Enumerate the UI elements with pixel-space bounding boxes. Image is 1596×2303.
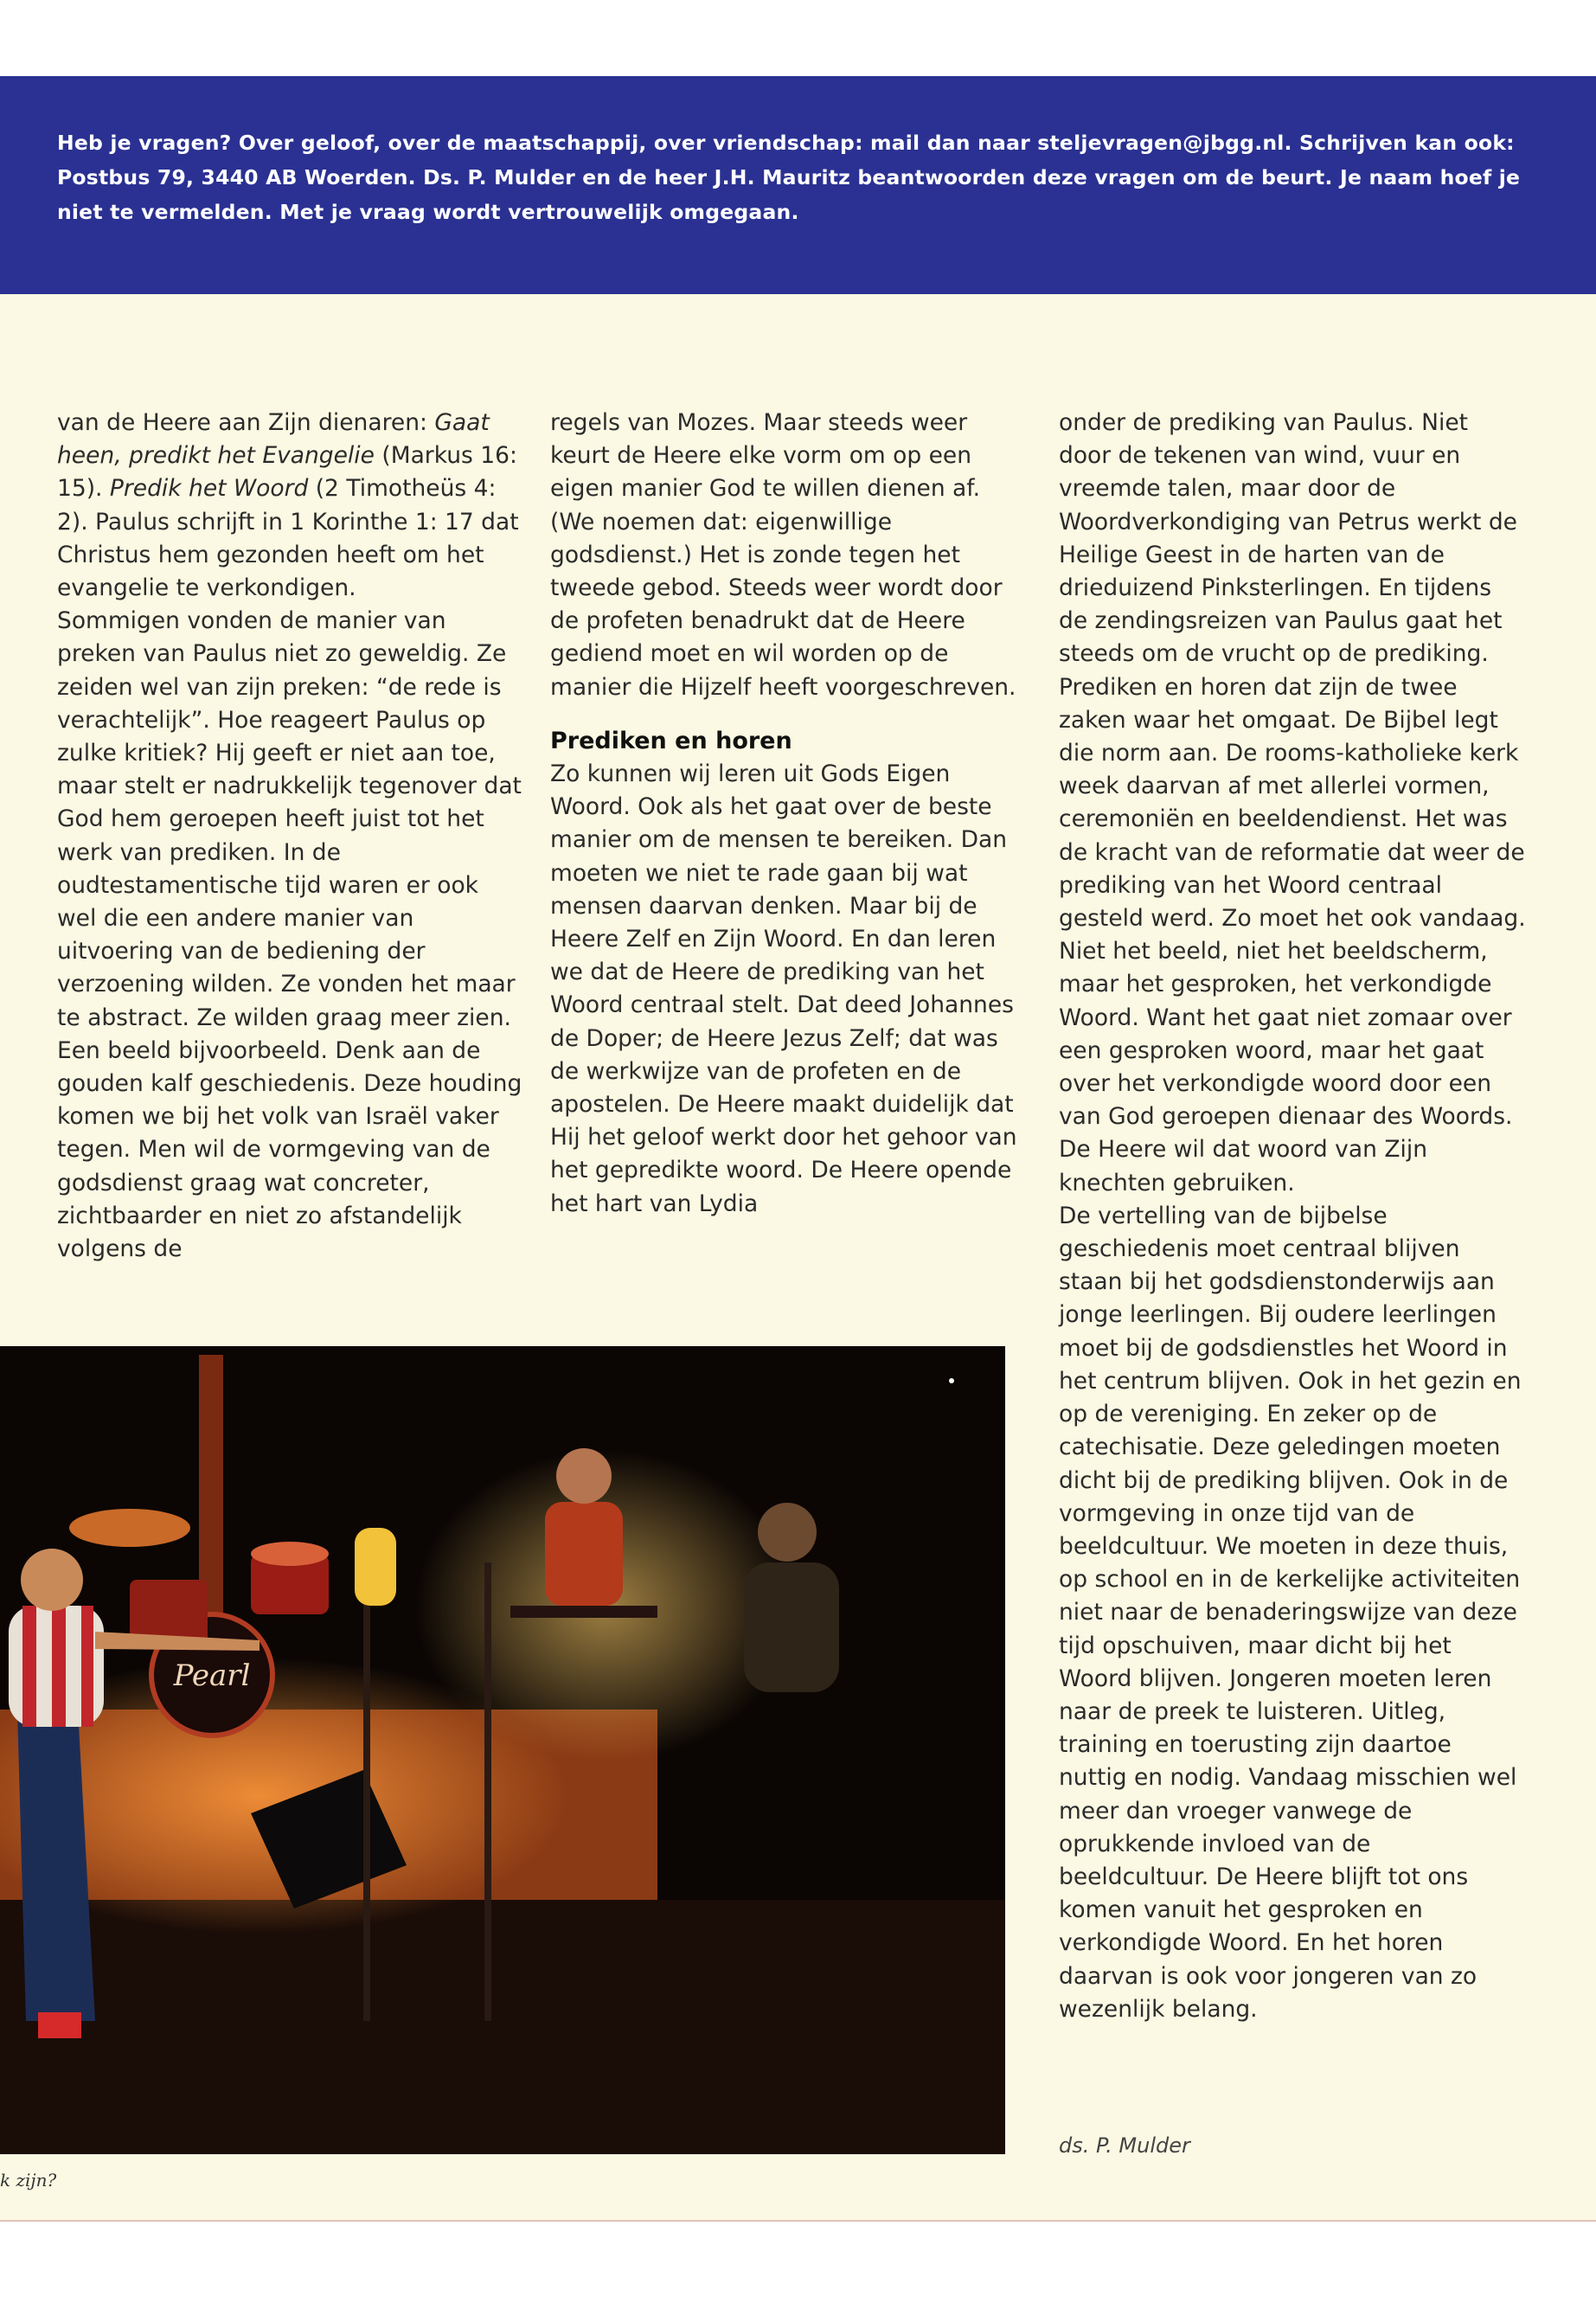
stage-light: [949, 1378, 954, 1383]
paragraph: regels van Mozes. Maar steeds weer keurt de Heere elke vorm om op een eigen manier God te willen dienen af. (We noemen dat: eigenwillige godsdienst.) Het is zonde tegen het tweede gebod. Steeds weer wordt door de profeten benadrukt dat de Heere gediend moet en wil worden op de manier die Hijzelf heeft voorgeschreven.: [550, 409, 1016, 701]
article-column-1: [57, 407, 524, 1266]
section-heading: Prediken en horen: [550, 727, 792, 754]
mic-stand: [363, 1536, 370, 2021]
yellow-bag: [355, 1528, 396, 1606]
article-column-3: [1059, 407, 1526, 2026]
author-signature: ds. P. Mulder: [1059, 2133, 1190, 2158]
paragraph: van de Heere aan Zijn dienaren: Gaat heen, predikt het Evangelie (Markus 16: 15). Predik het Woord (2 Timotheüs 4: 2). Paulus schrijft in 1 Korinthe 1: 17 dat Christus hem gezonden heeft om het evangelie te verkondigen.: [57, 409, 519, 602]
concert-photo: [0, 1346, 1005, 2154]
drum-logo: Pearl: [173, 1658, 251, 1693]
floor: [0, 1900, 1005, 2154]
paragraph: Prediken en horen dat zijn de twee zaken waar het omgaat. De Bijbel legt die norm aan. De rooms-katholieke kerk week daarvan af met allerlei vormen, ceremoniën en beeldendienst. Het was de kracht van de reformatie dat weer de prediking van het Woord centraal gesteld werd. Zo moet het ook vandaag. Niet het beeld, niet het beeldscherm, maar het gesproken, het verkondigde Woord. Want het gaat niet zomaar over een gesproken woord, maar het gaat over het verkondigde woord door een van God geroepen dienaar des Woords. De Heere wil dat woord van Zijn knechten gebruiken.: [1059, 673, 1526, 1196]
info-banner: [0, 76, 1596, 294]
mic-stand: [484, 1562, 491, 2021]
bottom-margin: [0, 2220, 1596, 2303]
paragraph: Sommigen vonden de manier van preken van Paulus niet zo geweldig. Ze zeiden wel van zijn preken: “de rede is verachtelijk”. Hoe reageert Paulus op zulke kritiek? Hij geeft er niet aan toe, maar stelt er nadrukkelijk tegenover dat God hem geroepen heeft juist tot het werk van prediken. In de oudtestamentische tijd waren er ook wel die een andere manier van uitvoering van de bediening der verzoening wilden. Ze vonden het maar te abstract. Ze wilden graag meer zien. Een beeld bijvoorbeeld. Denk aan de gouden kalf geschiedenis. Deze houding komen we bij het volk van Israël vaker tegen. Men wil de vormgeving van de godsdienst graag wat concreter, zichtbaarder en niet zo afstandelijk volgens de: [57, 607, 522, 1263]
banner-text: Heb je vragen? Over geloof, over de maatschappij, over vriendschap: mail dan naar steljevragen@jbgg.nl. Schrijven kan ook: Postbus 79, 3440 AB Woerden. Ds. P. Mulder en de heer J.H. Mauritz beantwoorden deze vragen om de beurt. Je naam hoef je niet te vermelden. Met je vraag wordt vertrouwelijk omgegaan.: [57, 131, 1521, 224]
caption-fragment: k zijn?: [0, 2170, 57, 2191]
top-margin: [0, 0, 1596, 76]
stage-illustration: [0, 1346, 1005, 2154]
paragraph: De vertelling van de bijbelse geschiedenis moet centraal blijven staan bij het godsdienstonderwijs aan jonge leerlingen. Bij oudere leerlingen moet bij de godsdienstles het Woord in het centrum blijven. Ook in het gezin en op de vereniging. En zeker op de catechisatie. Deze geledingen moeten dicht bij de prediking blijven. Ook in de vormgeving in onze tijd van de beeldcultuur. We moeten in deze thuis, op school en in de kerkelijke activiteiten niet naar de benaderingswijze van deze tijd opschuiven, maar dicht bij het Woord blijven. Jongeren moeten leren naar de preek te luisteren. Uitleg, training en toerusting zijn daartoe nuttig en nodig. Vandaag misschien wel meer dan vroeger vanwege de oprukkende invloed van de beeldcultuur. De Heere blijft tot ons komen vanuit het gesproken en verkondigde Woord. En het horen daarvan is ook voor jongeren van zo wezenlijk belang.: [1059, 1202, 1522, 2023]
paragraph: onder de prediking van Paulus. Niet door de tekenen van wind, vuur en vreemde talen, maar door de Woordverkondiging van Petrus werkt de Heilige Geest in de harten van de drieduizend Pinksterlingen. En tijdens de zendingsreizen van Paulus gaat het steeds om de vrucht op de prediking.: [1059, 409, 1517, 668]
paragraph: Zo kunnen wij leren uit Gods Eigen Woord. Ook als het gaat over de beste manier om de mensen te bereiken. Dan moeten we niet te rade gaan bij wat mensen daarvan denken. Maar bij de Heere Zelf en Zijn Woord. En dan leren we dat de Heere de prediking van het Woord centraal stelt. Dat deed Johannes de Doper; de Heere Jezus Zelf; dat was de werkwijze van de profeten en de apostelen. De Heere maakt duidelijk dat Hij het geloof werkt door het gehoor van het gepredikte woord. De Heere opende het hart van Lydia: [550, 760, 1017, 1217]
article-column-2: [550, 407, 1017, 1221]
